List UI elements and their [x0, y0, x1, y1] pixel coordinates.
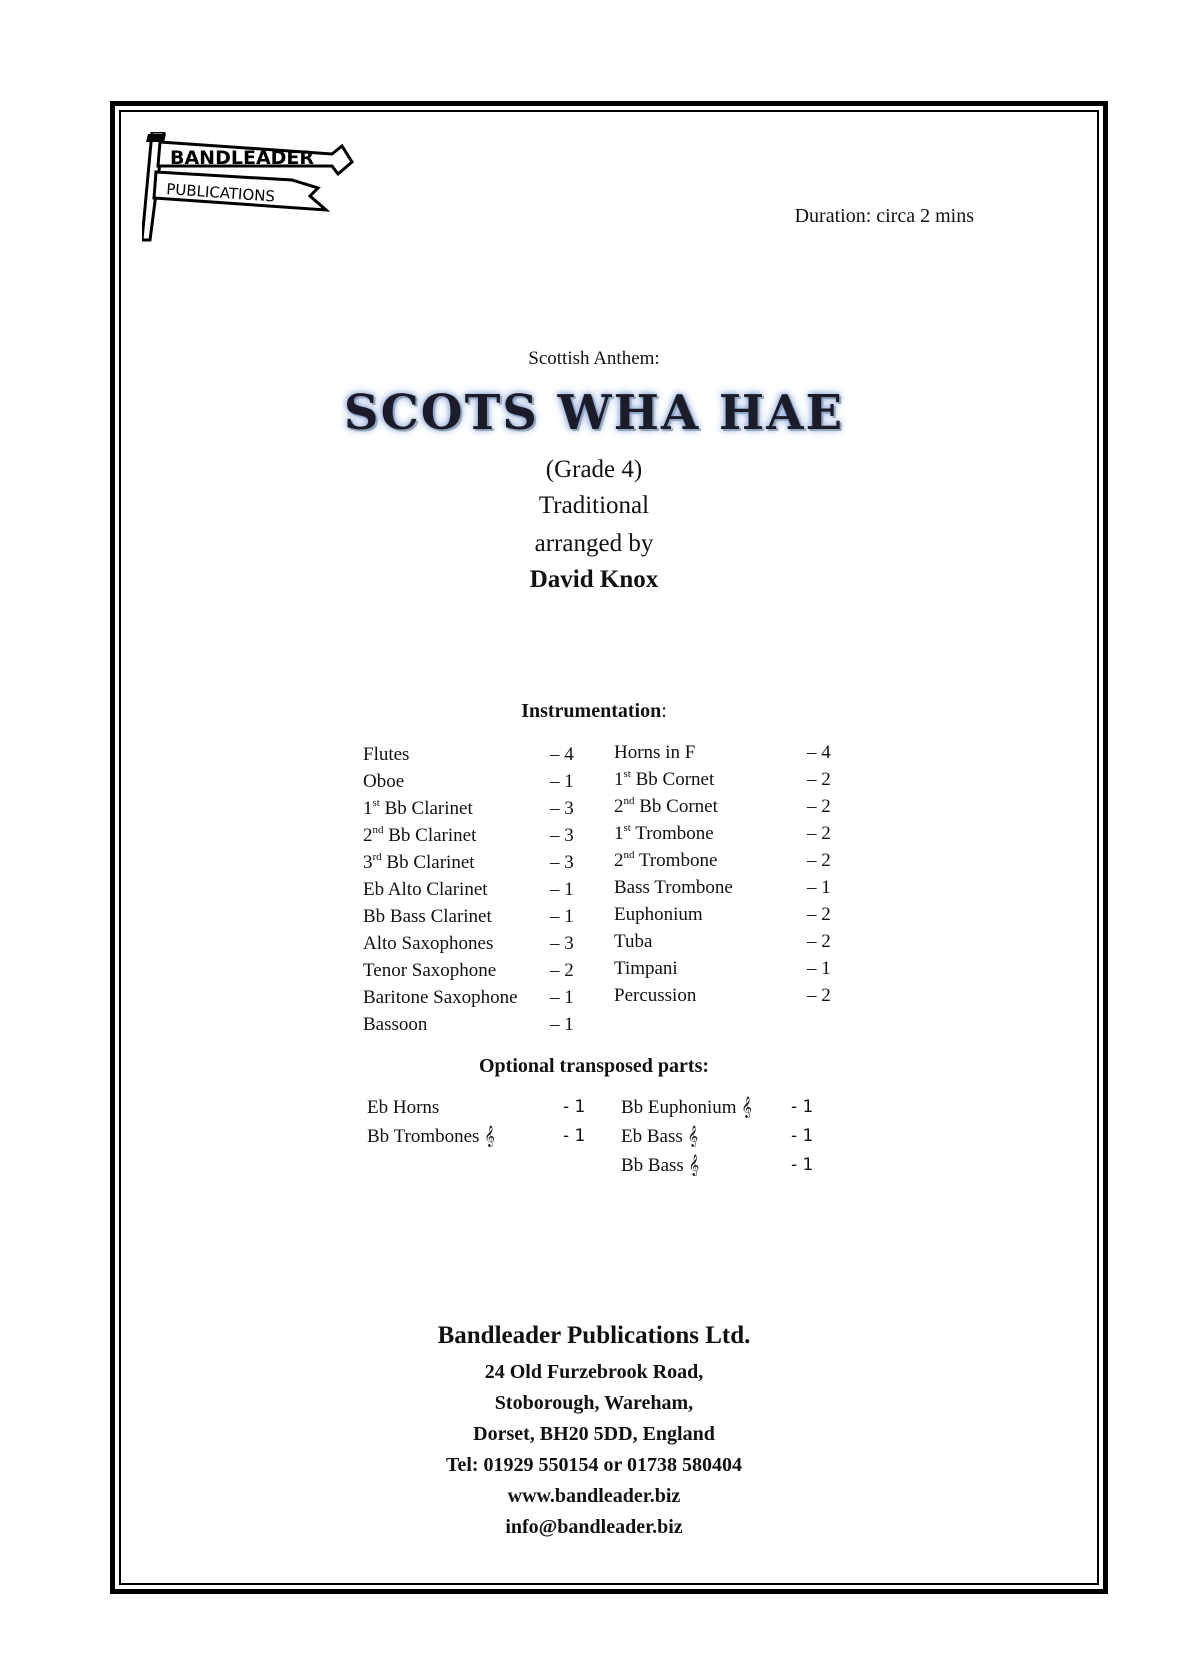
- instrument-name: Percussion: [614, 985, 697, 1006]
- treble-clef-icon: 𝄞: [687, 1126, 699, 1147]
- instrument-name: Bass Trombone: [614, 877, 733, 898]
- optional-part-name: Eb Horns: [367, 1097, 440, 1118]
- instrument-name: 2nd Trombone: [614, 849, 718, 871]
- instrument-name: 2nd Bb Cornet: [614, 795, 718, 817]
- instrument-row: [614, 928, 844, 955]
- grade: (Grade 4): [545, 456, 643, 483]
- instrument-name: Tenor Saxophone: [363, 960, 497, 981]
- optional-part-count: - 1: [791, 1097, 814, 1117]
- instrument-name: Bassoon: [363, 1014, 428, 1035]
- publisher-address-line: Stoborough, Wareham,: [494, 1392, 694, 1414]
- publisher-phone: Tel: 01929 550154 or 01738 580404: [445, 1454, 743, 1476]
- instrument-count: – 1: [807, 877, 831, 898]
- optional-part-name: Bb Trombones 𝄞: [367, 1126, 495, 1147]
- instrument-name: Eb Alto Clarinet: [363, 879, 488, 900]
- optional-part-name: Eb Bass 𝄞: [621, 1126, 699, 1147]
- instrument-name: 1st Bb Clarinet: [363, 797, 473, 819]
- instrument-name: Alto Saxophones: [363, 933, 494, 954]
- instrument-name: Flutes: [363, 744, 410, 765]
- treble-clef-icon: 𝄞: [741, 1097, 752, 1118]
- instrumentation-list-left: [363, 741, 583, 1038]
- instrument-count: – 2: [807, 850, 831, 871]
- instrument-count: – 4: [807, 742, 831, 763]
- instrument-count: – 2: [807, 985, 831, 1006]
- publisher-address-line: 24 Old Furzebrook Road,: [484, 1361, 704, 1383]
- instrument-name: 2nd Bb Clarinet: [363, 824, 477, 846]
- instrument-count: – 2: [807, 796, 831, 817]
- instrument-count: – 3: [550, 825, 574, 846]
- optional-part-count: - 1: [791, 1126, 814, 1146]
- instrument-name: Tuba: [614, 931, 653, 952]
- instrument-row: [614, 793, 844, 820]
- logo-line1: BANDLEADER: [170, 147, 315, 169]
- instrument-name: Bb Bass Clarinet: [363, 906, 492, 927]
- optional-part-count: - 1: [563, 1126, 586, 1146]
- instrument-name: Euphonium: [614, 904, 703, 925]
- instrument-row: [363, 984, 583, 1011]
- instrument-row: [614, 739, 844, 766]
- instrument-count: – 2: [807, 931, 831, 952]
- page-title: SCOTS WHA HAE: [343, 385, 845, 441]
- instrument-count: – 3: [550, 852, 574, 873]
- instrument-count: – 4: [550, 744, 574, 765]
- instrument-count: – 2: [807, 769, 831, 790]
- instrument-row: [363, 903, 583, 930]
- instrument-row: [363, 957, 583, 984]
- optional-parts-heading: Optional transposed parts:: [478, 1055, 710, 1077]
- instrument-row: [363, 930, 583, 957]
- instrument-row: [614, 847, 844, 874]
- instrument-count: – 1: [550, 771, 574, 792]
- treble-clef-icon: 𝄞: [688, 1155, 700, 1176]
- instrument-row: [363, 768, 583, 795]
- instrument-name: Baritone Saxophone: [363, 987, 518, 1008]
- duration-text: Duration: circa 2 mins: [794, 205, 974, 227]
- instrument-name: Timpani: [614, 958, 678, 979]
- instrument-row: [363, 849, 583, 876]
- optional-part-count: - 1: [791, 1155, 814, 1175]
- instrument-row: [614, 955, 844, 982]
- publisher-name: Bandleader Publications Ltd.: [437, 1322, 751, 1349]
- bandleader-logo: [142, 132, 387, 244]
- logo-line2: PUBLICATIONS: [165, 180, 276, 206]
- treble-clef-icon: 𝄞: [484, 1126, 495, 1147]
- composer: Traditional: [538, 492, 650, 519]
- instrument-count: – 1: [807, 958, 831, 979]
- instrument-count: – 1: [550, 906, 574, 927]
- publisher-website[interactable]: www.bandleader.biz: [507, 1485, 681, 1507]
- optional-part-name: Bb Euphonium 𝄞: [621, 1097, 752, 1118]
- instrumentation-list-right: [614, 739, 844, 1009]
- instrument-count: – 1: [550, 1014, 574, 1035]
- publisher-address-line: Dorset, BH20 5DD, England: [473, 1423, 715, 1445]
- optional-part-name: Bb Bass 𝄞: [621, 1155, 700, 1176]
- optional-part-count: - 1: [563, 1097, 586, 1117]
- instrument-count: – 1: [550, 879, 574, 900]
- instrument-row: [363, 822, 583, 849]
- instrument-name: 1st Bb Cornet: [614, 768, 715, 790]
- instrument-row: [363, 795, 583, 822]
- publisher-email[interactable]: info@bandleader.biz: [505, 1516, 683, 1538]
- instrument-row: [614, 820, 844, 847]
- instrument-row: [614, 982, 844, 1009]
- instrument-count: – 3: [550, 798, 574, 819]
- instrument-count: – 2: [807, 823, 831, 844]
- instrument-count: – 1: [550, 987, 574, 1008]
- arranger: David Knox: [529, 566, 659, 593]
- instrument-row: [363, 876, 583, 903]
- instrumentation-heading: Instrumentation:: [521, 700, 667, 722]
- instrument-count: – 2: [550, 960, 574, 981]
- instrument-count: – 3: [550, 933, 574, 954]
- instrument-name: 3rd Bb Clarinet: [363, 851, 475, 873]
- instrument-name: Horns in F: [614, 742, 696, 763]
- instrument-row: [363, 741, 583, 768]
- instrument-row: [614, 766, 844, 793]
- instrument-count: – 2: [807, 904, 831, 925]
- instrument-name: 1st Trombone: [614, 822, 714, 844]
- arranged-by: arranged by: [534, 530, 654, 557]
- instrument-row: [614, 874, 844, 901]
- subtitle: Scottish Anthem:: [528, 348, 660, 369]
- instrument-name: Oboe: [363, 771, 405, 792]
- instrument-row: [614, 901, 844, 928]
- instrument-row: [363, 1011, 583, 1038]
